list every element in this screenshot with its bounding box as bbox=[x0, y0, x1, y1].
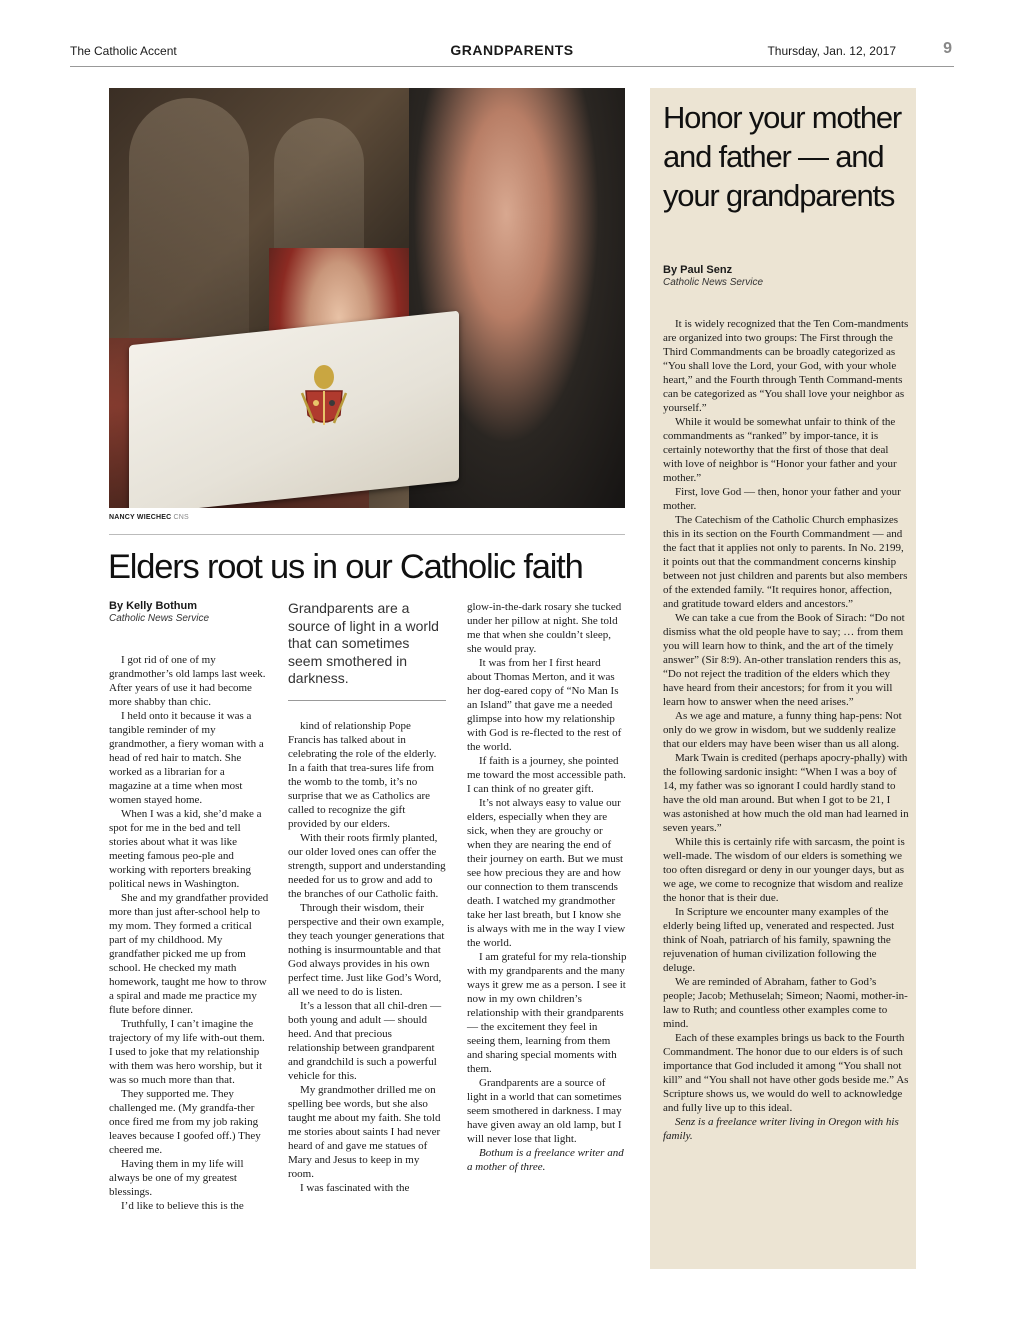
sidebar-headline: Honor your mother and father — and your grandparents bbox=[663, 100, 902, 213]
paragraph: While this is certainly rife with sarcasm, the point is well-made. The wisdom of our elders is something we too often disregard or deny in our younger days, but as we age, we come to recognize that wisdom and realize the honor that is their due. bbox=[663, 836, 905, 904]
paragraph: Truthfully, I can’t imagine the trajectory of my life with-out them. I used to joke that my relationship with them was hero worship, but it was so much more than that. bbox=[109, 1018, 265, 1086]
author-signature: Bothum is a freelance writer and a mother of three. bbox=[467, 1147, 624, 1173]
article-column-2 bbox=[288, 600, 446, 1195]
pull-quote: Grandparents are a source of light in a world that can sometimes seem smothered in darkness. bbox=[288, 600, 446, 701]
paragraph: I’d like to believe this is the bbox=[121, 1200, 244, 1212]
paragraph: glow-in-the-dark rosary she tucked under her pillow at night. She told me that when she couldn’t sleep, she would pray. bbox=[467, 601, 622, 655]
paragraph: Having them in my life will always be one of my greatest blessings. bbox=[109, 1158, 244, 1198]
paragraph: The Catechism of the Catholic Church emphasizes this in its section on the Fourth Commandment — and the fact that it applies not only to parents. In No. 2199, it points out that the commandment concerns kinship between not just children and parents but also members of the extended family. “It requires honor, affection, and gratitude toward elders and ancestors.” bbox=[663, 514, 908, 610]
paragraph: As we age and mature, a funny thing hap-pens: Not only do we grow in wisdom, but we suddenly realize that our elders may have been wiser than us all along. bbox=[663, 710, 902, 750]
article-column-1 bbox=[109, 600, 269, 1213]
byline-organization: Catholic News Service bbox=[109, 613, 210, 624]
paragraph: I was fascinated with the bbox=[300, 1181, 410, 1194]
paragraph: In Scripture we encounter many examples of the elderly being lifted up, venerated and respected. Just think of Noah, patriarch of his family, spawning the rejuvenation of human civilization following the deluge. bbox=[663, 906, 895, 974]
paragraph: Through their wisdom, their perspective and their own example, they teach younger generations that nothing is insurmountable and that God always provides in his own perfect time. Just like God’s Word, all we need to do is listen. bbox=[288, 901, 445, 998]
byline-author: By Kelly Bothum bbox=[109, 600, 198, 612]
paragraph: She and my grandfather provided more than just after-school help to my mom. They formed a critical part of my childhood. My grandfather picked me up from school. He checked my math homework, taught me how to throw a spiral and made me practice my flute before dinner. bbox=[109, 892, 269, 1016]
photo-credit-agency: CNS bbox=[173, 514, 189, 521]
papal-coat-of-arms-icon bbox=[294, 363, 354, 433]
issue-date: Thursday, Jan. 12, 2017 bbox=[767, 44, 896, 58]
paragraph: Each of these examples brings us back to the Fourth Commandment. The honor due to our elders is of such importance that God included it among “You shall not kill” and “You shall not have other gods beside me.” As Scripture shows us, we would do well to acknowledge and fully live up to this ideal. bbox=[663, 1032, 909, 1114]
paragraph: It was from her I first heard about Thomas Merton, and it was her dog-eared copy of “No Man Is an Island” that gave me a needed glimpse into how my relationship with God is re-flected to the rest of the world. bbox=[467, 657, 622, 753]
sidebar-column bbox=[663, 264, 909, 1143]
sidebar-byline-organization: Catholic News Service bbox=[663, 277, 764, 288]
paragraph: It’s a lesson that all chil-dren — both young and adult — should heed. And that precious relationship between grandparent and grandchild is such a powerful vehicle for this. bbox=[288, 999, 442, 1082]
sidebar-byline-author: By Paul Senz bbox=[663, 264, 733, 276]
paragraph: Grandparents are a source of light in a world that can sometimes seem smothered in darkness. I may have given away an old lamp, but I will never lose that light. bbox=[467, 1077, 622, 1145]
article-column-3 bbox=[467, 600, 627, 1174]
paragraph: With their roots firmly planted, our older loved ones can offer the strength, support and understanding needed for us to grow and add to the branches of our Catholic faith. bbox=[288, 831, 446, 900]
paragraph: First, love God — then, honor your father and your mother. bbox=[663, 486, 901, 512]
paragraph: It’s not always easy to value our elders, especially when they are sick, when they are grouchy or when they are nearing the end of their journey on earth. But we must see how precious they are and how our connection to them transcends death. I watched my grandmother take her last breath, but I know she is always with me in the way I view the world. bbox=[467, 797, 626, 949]
paragraph: If faith is a journey, she pointed me toward the most accessible path. I can think of no greater gift. bbox=[467, 755, 626, 795]
paragraph: We can take a cue from the Book of Sirach: “Do not dismiss what the old people have to say; … from them you will learn how to think, and the art of the timely answer” (Sir 8:9). An-other translation renders this as, “Do not reject the tradition of the elders which they have heard from their ancestors; for from it you will learn how to answer when the need arises.” bbox=[663, 612, 905, 708]
paragraph: They supported me. They challenged me. (My grandfa-ther once fired me from my job raking leaves because I goofed off.) They cheered me. bbox=[109, 1088, 261, 1156]
photo-credit bbox=[109, 514, 189, 521]
paragraph: I held onto it because it was a tangible reminder of my grandmother, a fiery woman with a head of red hair to match. She worked as a librarian for a magazine at a time when most women stayed home. bbox=[109, 710, 264, 806]
paragraph: Mark Twain is credited (perhaps apocry-phally) with the following sardonic insight: “When I was a boy of 14, my father was so ignorant I could hardly stand to have the old man around. But when I got to be 21, I was astonished at how much the old man had learned in seven years.” bbox=[663, 752, 909, 834]
page-number: 9 bbox=[943, 40, 952, 57]
paragraph: When I was a kid, she’d make a spot for me in the bed and tell stories about what it was like meeting famous peo-ple and working with reporters breaking political news in Washington. bbox=[109, 808, 262, 890]
photo-divider bbox=[109, 534, 625, 535]
paragraph: kind of relationship Pope Francis has talked about in celebrating the role of the elderly. In a faith that trea-sures life from the womb to the tomb, it’s no surprise that we as Catholics are called to recognize the gift provided by our elders. bbox=[288, 719, 437, 830]
article-photo bbox=[109, 88, 625, 508]
paragraph: I am grateful for my rela-tionship with my grandparents and the many ways it grew me as a person. I see it now in my own children’s relationship with their grandparents — the excitement they feel in seeing them, learning from them and sharing special moments with them. bbox=[467, 951, 627, 1075]
section-title: GRANDPARENTS bbox=[450, 42, 574, 58]
sidebar-author-signature: Senz is a freelance writer living in Oregon with his family. bbox=[663, 1116, 899, 1142]
paragraph: We are reminded of Abraham, father to God’s people; Jacob; Methuselah; Simeon; Naomi, mother-in-law to Ruth; and countless other examples come to mind. bbox=[663, 976, 908, 1030]
photo-credit-name: NANCY WIECHEC bbox=[109, 514, 172, 521]
paragraph: My grandmother drilled me on spelling bee words, but she also taught me about my faith. She told me stories about saints I had never heard of and gave me statues of Mary and Jesus to keep in my room. bbox=[288, 1083, 441, 1180]
paragraph: While it would be somewhat unfair to think of the commandments as “ranked” by impor-tance, it is certainly noteworthy that the first of those that deal with love of neighbor is “Honor your father and your mother.” bbox=[663, 416, 897, 484]
publication-name: The Catholic Accent bbox=[70, 44, 177, 58]
page-header bbox=[70, 40, 954, 67]
paragraph: I got rid of one of my grandmother’s old lamps last week. After years of use it had become more shabby than chic. bbox=[109, 654, 266, 708]
main-headline: Elders root us in our Catholic faith bbox=[108, 548, 583, 586]
paragraph: It is widely recognized that the Ten Com-mandments are organized into two groups: The First through the Third Commandments can be broadly categorized as “You shall love the Lord, your God, with your whole heart,” and the Fourth through Tenth Command-ments can be categorized as “You shall love your neighbor as yourself.” bbox=[663, 318, 909, 414]
